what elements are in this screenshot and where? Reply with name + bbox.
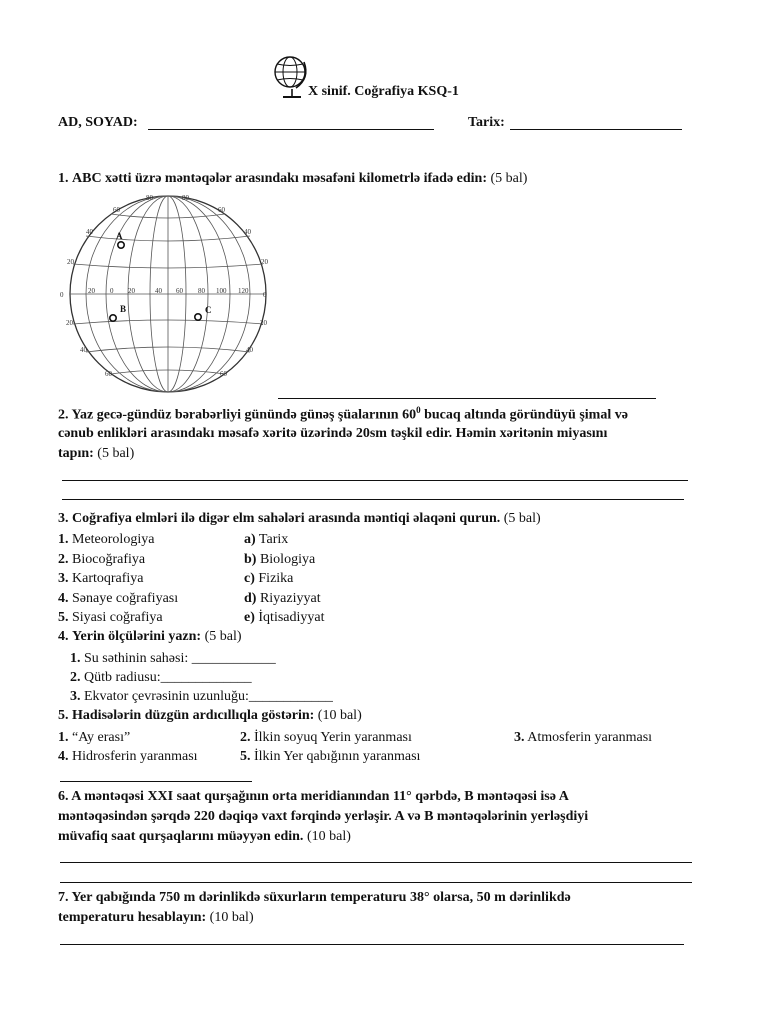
q2-answer-line-1[interactable] [62,480,688,481]
q5-item: 4. Hidrosferin yaranması [58,749,198,764]
question-3: 3. Coğrafiya elmləri ilə digər elm sahələri arasında məntiqi əlaqəni qurun. (5 bal) [58,511,541,526]
globe-top-label-2: 80 [182,194,189,202]
page-title: X sinif. Coğrafiya KSQ-1 [308,84,459,99]
q3-left-item: 5. Siyasi coğrafiya [58,610,163,625]
q3-left-item: 4. Sənaye coğrafiyası [58,591,179,606]
globe-grid-map [58,190,278,400]
question-5: 5. Hadisələrin düzgün ardıcıllıqla göstərin: (10 bal) [58,708,362,723]
question-7-line-2: temperaturu hesablayın: (10 bal) [58,910,254,925]
date-field[interactable] [510,129,682,130]
point-c-marker [195,314,201,320]
globe-lat-label: 40 [244,228,251,236]
globe-top-label-1: 80 [146,194,153,202]
q6-answer-line-1[interactable] [60,862,692,863]
question-6-line-1: 6. A məntəqəsi XXI saat qurşağının orta meridianından 11° qərbdə, B məntəqəsi isə A [58,789,569,804]
globe-lat-label: 60 [218,206,225,214]
q3-right-item: d) Riyaziyyat [244,591,321,606]
globe-lat-label: 20 [67,258,74,266]
date-label: Tarix: [468,115,505,130]
point-a-marker [118,242,124,248]
globe-lon-label: 60 [176,287,183,295]
point-b-label: B [120,304,127,314]
q4-item-2[interactable]: 2. Qütb radiusu:_____________ [70,670,252,685]
q4-item-3[interactable]: 3. Ekvator çevrəsinin uzunluğu:____________ [70,689,333,704]
globe-lon-label: 20 [128,287,135,295]
q5-item: 3. Atmosferin yaranması [514,730,653,745]
globe-lon-label: 100 [216,287,227,295]
q3-left-item: 2. Biocoğrafiya [58,552,146,567]
point-b-marker [110,315,116,321]
q3-right-item: c) Fizika [244,571,294,586]
point-a-label: A [116,231,123,241]
globe-logo-icon [268,52,312,102]
globe-lat-label: 0 [263,291,267,299]
q5-item: 5. İlkin Yer qabığının yaranması [240,749,421,764]
question-1: 1. ABC xətti üzrə məntəqələr arasındakı məsafəni kilometrlə ifadə edin: (5 bal) [58,171,528,186]
q5-item: 2. İlkin soyuq Yerin yaranması [240,730,412,745]
question-7-line-1: 7. Yer qabığında 750 m dərinlikdə süxurların temperaturu 38° olarsa, 50 m dərinlikdə [58,890,571,905]
q3-right-item: b) Biologiya [244,552,316,567]
q3-left-item: 3. Kartoqrafiya [58,571,144,586]
q3-left-item: 1. Meteorologiya [58,532,155,547]
globe-lat-label: 0 [60,291,64,299]
q5-answer-line[interactable] [60,781,252,782]
q3-right-item: e) İqtisadiyyat [244,610,325,625]
q2-answer-line-2[interactable] [62,499,684,500]
name-field[interactable] [148,129,434,130]
globe-lat-label: 20 [261,258,268,266]
globe-lat-label: 40 [80,346,87,354]
globe-lon-label: 0 [110,287,114,295]
q4-item-1[interactable]: 1. Su səthinin sahəsi: ____________ [70,651,276,666]
q6-answer-line-2[interactable] [60,882,692,883]
q5-item: 1. “Ay erası” [58,730,131,745]
globe-lat-label: 60 [113,206,120,214]
globe-lat-label: 40 [86,228,93,236]
question-2-line-3: tapın: (5 bal) [58,446,135,461]
question-4: 4. Yerin ölçülərini yazn: (5 bal) [58,629,242,644]
globe-lon-label: 20 [88,287,95,295]
globe-lat-label: 20 [260,319,267,327]
globe-lat-label: 40 [246,346,253,354]
globe-lon-label: 80 [198,287,205,295]
globe-lon-label: 40 [155,287,162,295]
q1-answer-line[interactable] [278,398,656,399]
q3-right-item: a) Tarix [244,532,289,547]
question-6-line-2: məntəqəsindən şərqdə 220 dəqiqə vaxt fərqində yerləşir. A və B məntəqələrinin yerləşdiyi [58,809,589,824]
globe-lat-label: 60 [105,370,112,378]
globe-lon-label: 120 [238,287,249,295]
question-6-line-3: müvafiq saat qurşaqlarını müəyyən edin. (10 bal) [58,829,351,844]
point-c-label: C [205,305,212,315]
q7-answer-line[interactable] [60,944,684,945]
question-2-line-2: cənub enlikləri arasındakı məsafə xəritə üzərində 20sm təşkil edir. Həmin xəritənin miyasını [58,426,608,441]
name-label: AD, SOYAD: [58,115,138,130]
globe-lat-label: 60 [220,370,227,378]
globe-lat-label: 20 [66,319,73,327]
question-2-line-1: 2. Yaz gecə-gündüz bərabərliyi günündə günəş şüalarının $60^0$ bucaq altında göründüyü şimal və [58,405,628,423]
